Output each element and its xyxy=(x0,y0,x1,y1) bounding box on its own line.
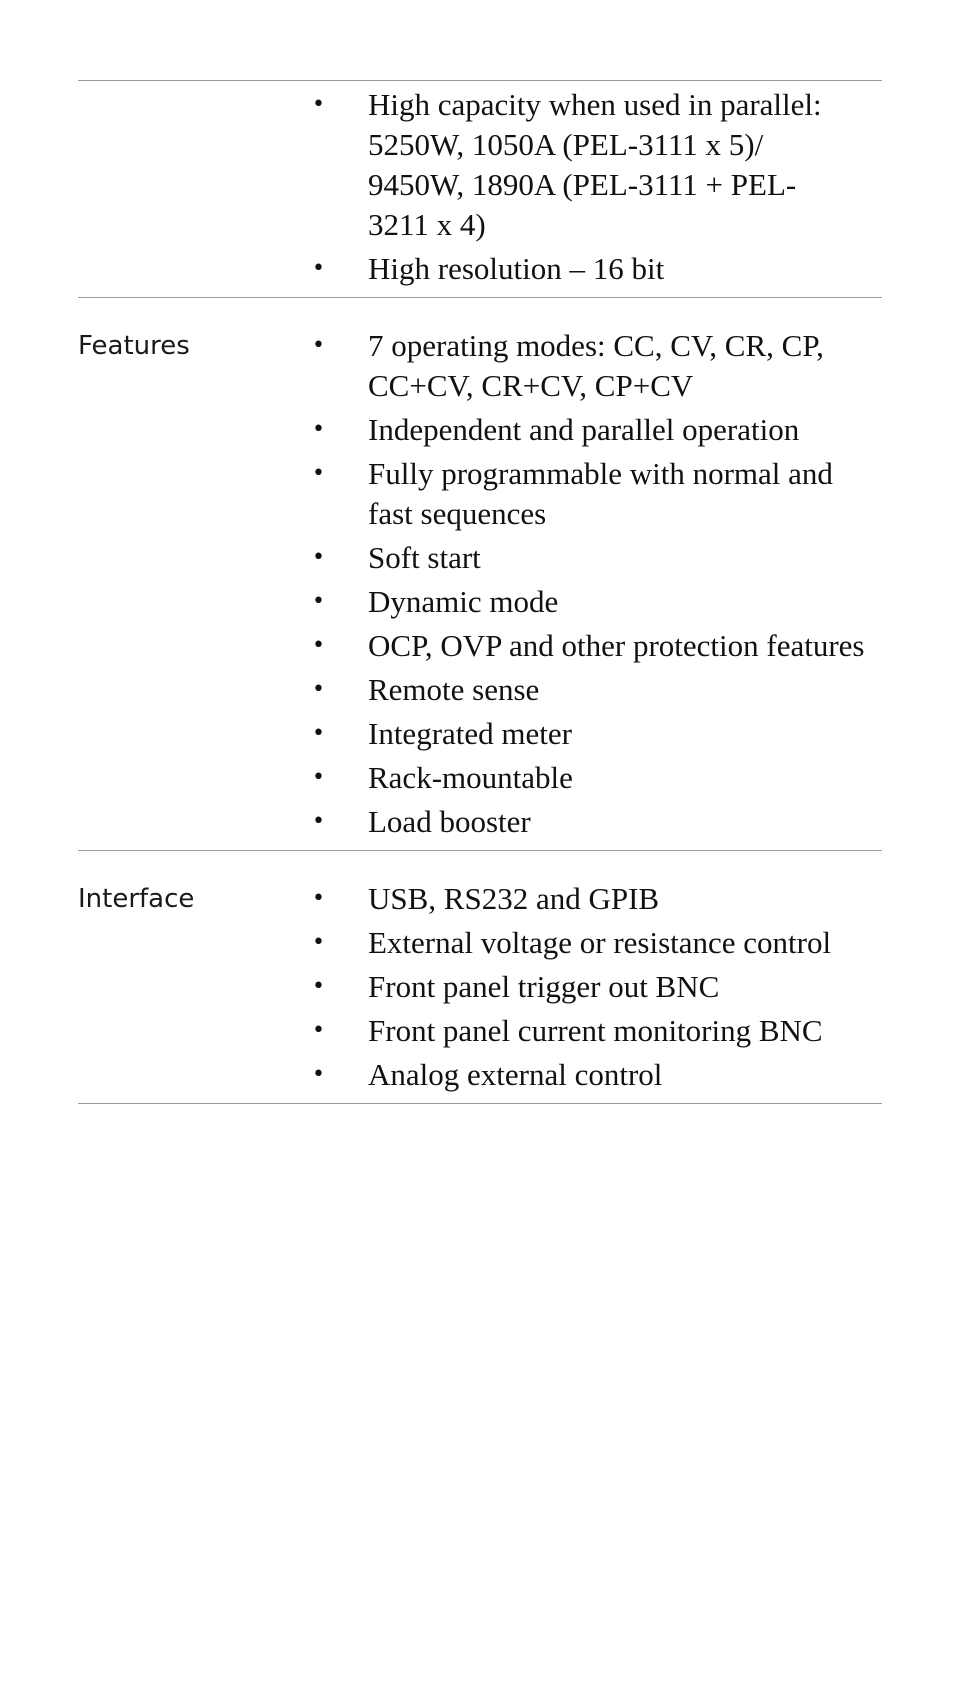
list-item-text: External voltage or resistance control xyxy=(368,925,832,960)
list-item xyxy=(310,802,882,842)
bullet-icon: • xyxy=(312,545,325,570)
list-item xyxy=(310,410,882,450)
list-item-text: Front panel trigger out BNC xyxy=(368,969,720,1004)
bullet-icon: • xyxy=(312,974,325,999)
spec-list xyxy=(310,85,882,293)
bullet-icon: • xyxy=(312,333,325,358)
spec-list xyxy=(310,879,882,1099)
list-item-text: 7 operating modes: CC, CV, CR, CP, CC+CV, CR+CV, CP+CV xyxy=(368,328,824,403)
list-item xyxy=(310,454,882,534)
list-item xyxy=(310,879,882,919)
list-item xyxy=(310,626,882,666)
bullet-icon: • xyxy=(312,1062,325,1087)
list-item xyxy=(310,670,882,710)
list-item xyxy=(310,326,882,406)
list-item-text: Fully programmable with normal and fast sequences xyxy=(368,456,833,531)
list-item-text: Dynamic mode xyxy=(368,584,559,619)
bullet-icon: • xyxy=(312,1018,325,1043)
spec-row-interface xyxy=(78,851,882,1104)
list-item-text: High capacity when used in parallel: 5250W, 1050A (PEL-3111 x 5)/ 9450W, 1890A (PEL-3111 + PEL- 3211 x 4) xyxy=(368,87,822,242)
list-item xyxy=(310,85,882,245)
bullet-icon: • xyxy=(312,677,325,702)
list-item-text: High resolution – 16 bit xyxy=(368,251,665,286)
spec-list xyxy=(310,326,882,846)
list-item xyxy=(310,249,882,289)
list-item-text: Analog external control xyxy=(368,1057,663,1092)
list-item-text: Rack-mountable xyxy=(368,760,573,795)
list-item xyxy=(310,923,882,963)
spec-label-features: Features xyxy=(78,331,190,361)
bullet-icon: • xyxy=(312,930,325,955)
bullet-icon: • xyxy=(312,765,325,790)
list-item-text: Integrated meter xyxy=(368,716,572,751)
list-item xyxy=(310,714,882,754)
list-item xyxy=(310,1055,882,1095)
bullet-icon: • xyxy=(312,589,325,614)
spec-label xyxy=(78,85,310,293)
list-item xyxy=(310,758,882,798)
list-item-text: Front panel current monitoring BNC xyxy=(368,1013,823,1048)
spec-label-interface: Interface xyxy=(78,884,195,914)
list-item-text: Remote sense xyxy=(368,672,540,707)
bullet-icon: • xyxy=(312,417,325,442)
bullet-icon: • xyxy=(312,461,325,486)
list-item xyxy=(310,967,882,1007)
list-item xyxy=(310,582,882,622)
list-item xyxy=(310,1011,882,1051)
bullet-icon: • xyxy=(312,809,325,834)
list-item-text: Load booster xyxy=(368,804,531,839)
spec-table xyxy=(78,80,882,1104)
list-item-text: Independent and parallel operation xyxy=(368,412,800,447)
bullet-icon: • xyxy=(312,633,325,658)
bullet-icon: • xyxy=(312,92,325,117)
spec-row-features xyxy=(78,298,882,851)
bullet-icon: • xyxy=(312,886,325,911)
list-item-text: OCP, OVP and other protection features xyxy=(368,628,865,663)
list-item xyxy=(310,538,882,578)
bullet-icon: • xyxy=(312,721,325,746)
spec-row-capacity xyxy=(78,81,882,298)
list-item-text: USB, RS232 and GPIB xyxy=(368,881,660,916)
bullet-icon: • xyxy=(312,256,325,281)
list-item-text: Soft start xyxy=(368,540,481,575)
